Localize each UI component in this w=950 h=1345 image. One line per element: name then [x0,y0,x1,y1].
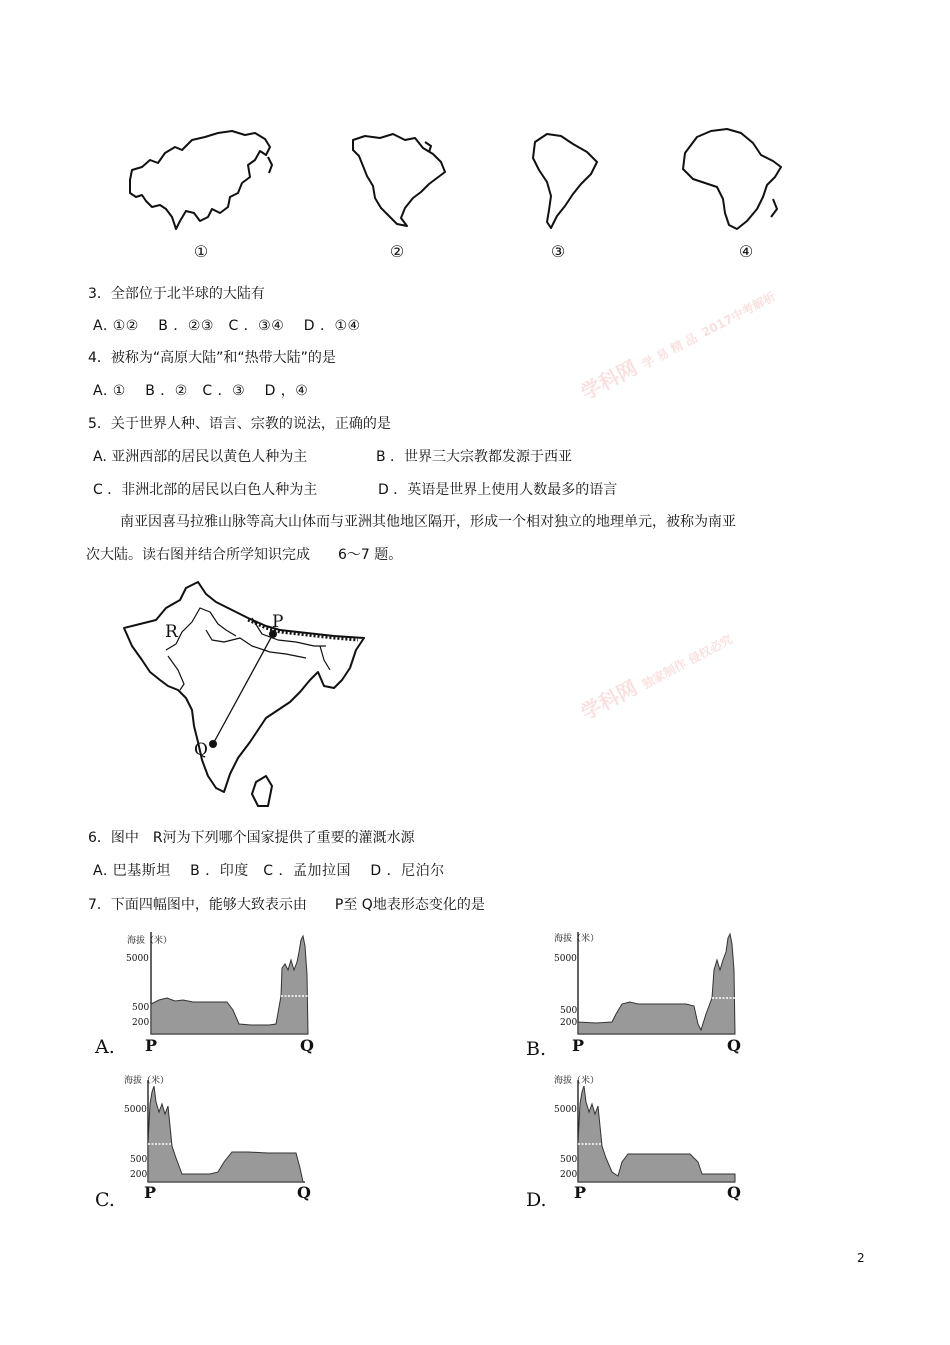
profile-d-tick-500: 500 [560,1155,578,1165]
watermark-2 [575,622,736,726]
profile-a-tick-200: 200 [132,1018,150,1028]
question-6-options: A. 巴基斯坦 B ．印度 C ．孟加拉国 D ．尼泊尔 [93,863,445,879]
profile-d-tick-5000: 5000 [554,1105,577,1115]
question-5-option-b: B ．世界三大宗教都发源于西亚 [376,449,573,465]
profile-a-start: P [145,1036,158,1055]
question-5-option-a: A. 亚洲西部的居民以黄色人种为主 [93,449,308,465]
profile-d [522,1070,762,1210]
map-label-r: R [165,622,178,642]
profile-b-start: P [572,1036,585,1055]
profile-a-ylabel: 海拔（米） [127,936,173,946]
continent-number-4: ④ [738,242,754,261]
continent-number-1: ① [193,242,209,261]
question-4-stem: 4．被称为“高原大陆”和“热带大陆”的是 [88,350,336,366]
profile-d-start: P [574,1183,587,1202]
page-number: 2 [857,1251,865,1265]
profile-c [92,1070,332,1210]
question-3-stem: 3．全部位于北半球的大陆有 [88,286,265,302]
profile-a-letter: A. [95,1036,115,1058]
profile-d-end: Q [727,1183,741,1202]
map-label-q: Q [194,740,208,760]
continent-south-america [525,130,605,235]
watermark-line2: 2017中考解析 [699,289,778,340]
question-5-option-c: C ．非洲北部的居民以白色人种为主 [93,482,318,498]
profile-d-tick-200: 200 [560,1170,578,1180]
map-label-p: P [272,612,284,632]
watermark-2-brand: 学科网 [576,675,642,725]
profile-a-tick-500: 500 [132,1003,150,1013]
profile-b-tick-500: 500 [560,1006,578,1016]
question-6-stem: 6．图中 R河为下列哪个国家提供了重要的灌溉水源 [88,830,415,846]
profile-c-tick-500: 500 [130,1155,148,1165]
question-5-stem: 5．关于世界人种、语言、宗教的说法，正确的是 [88,416,391,432]
profile-a-tick-5000: 5000 [126,954,149,964]
passage-line-2: 次大陆。读右图并结合所学知识完成 6～7 题。 [86,547,403,563]
profile-b [522,928,762,1060]
watermark [575,279,779,406]
question-3-options: A. ①② B ．②③ C ．③④ D ．①④ [93,318,361,334]
profile-c-letter: C. [95,1189,115,1211]
profile-b-tick-200: 200 [560,1018,578,1028]
continent-north-america [345,128,455,233]
south-asia-map [120,580,370,810]
question-5-option-d: D ．英语是世界上使用人数最多的语言 [378,482,618,498]
continent-number-3: ③ [550,242,566,261]
profile-b-ylabel: 海拔（米） [554,934,600,944]
watermark-line1: 学 易 精 品 [639,330,700,372]
profile-c-start: P [144,1183,157,1202]
profile-d-letter: D. [526,1189,547,1211]
watermark-brand: 学科网 [576,355,642,405]
profile-c-ylabel: 海拔（米） [124,1076,170,1086]
continent-number-2: ② [389,242,405,261]
profile-d-ylabel: 海拔（米） [554,1076,600,1086]
continent-eurasia [120,125,280,240]
watermark-2-line3: 独家制作 侵权必究 [639,632,735,692]
profile-b-tick-5000: 5000 [554,954,577,964]
passage-line-1: 南亚因喜马拉雅山脉等高大山体而与亚洲其他地区隔开，形成一个相对独立的地理单元，被称为南亚 [120,514,736,530]
profile-c-end: Q [297,1183,311,1202]
profile-a [92,930,332,1060]
profile-c-tick-200: 200 [130,1170,148,1180]
profile-a-end: Q [300,1036,314,1055]
profile-b-end: Q [727,1036,741,1055]
question-7-stem: 7．下面四幅图中，能够大致表示由 P至 Q地表形态变化的是 [88,897,485,913]
question-4-options: A. ① B ．② C ．③ D ，④ [93,383,309,399]
continent-africa [675,125,790,240]
profile-b-letter: B. [526,1038,547,1060]
profile-c-tick-5000: 5000 [124,1105,147,1115]
